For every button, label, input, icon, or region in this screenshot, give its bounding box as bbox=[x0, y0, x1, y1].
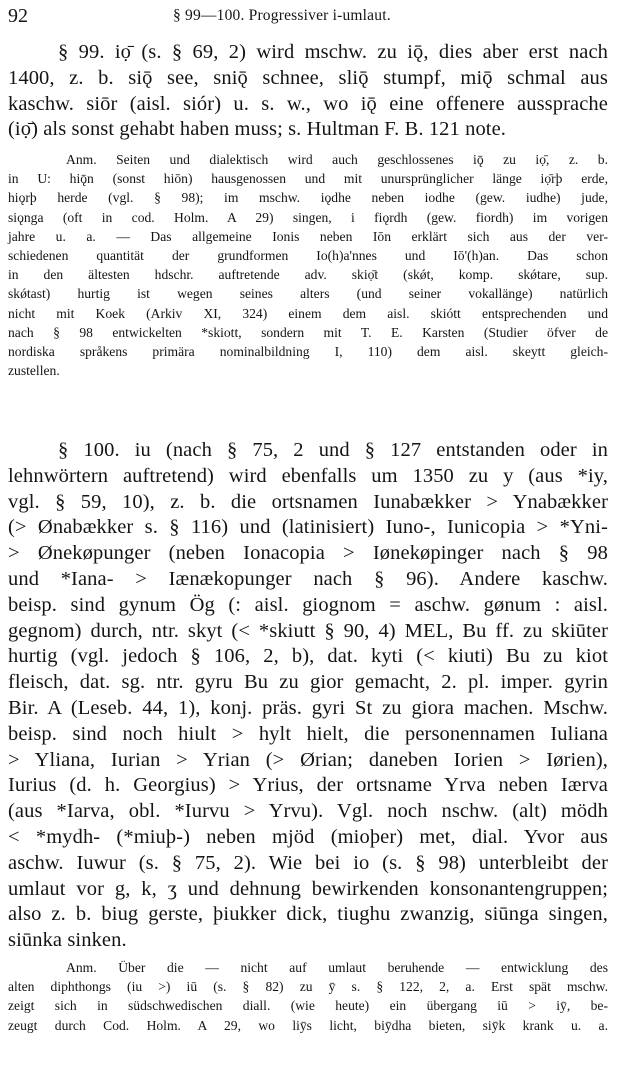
section-100-line: lehnwörtern auftretend) wird ebenfalls um 1350 zu y (aus *iy, bbox=[8, 464, 608, 487]
annotation-99-line: nach § 98 entwickelten *skiott, sondern mit T. E. Karsten (Studier öfver de bbox=[8, 324, 608, 340]
section-100-line: (> Ønabækker s. § 116) und (latinisiert) Iuno-, Iunicopia > *Yni- bbox=[8, 516, 608, 539]
annotation-99-line: schiedenen quantität der grundformen Io(h)a'nnes und Iō'(h)an. Das schon bbox=[8, 248, 608, 264]
section-100-line: siūnka sinken. bbox=[8, 929, 127, 952]
annotation-99 bbox=[8, 150, 608, 380]
section-100-line: gegnom) durch, ntr. skyt (< *skiutt § 90, 4) MEL, Bu ff. zu skiūter bbox=[8, 619, 608, 642]
page-header bbox=[8, 4, 608, 28]
annotation-100-line: alten diphthongs (iu >) iū (s. § 82) zu ȳ s. § 122, 2, a. Erst spät mschw. bbox=[8, 979, 608, 995]
annotation-100-line: zeugt durch Cod. Holm. A 29, wo liȳs licht, biȳdha bieten, siȳk krank u. a. bbox=[8, 1017, 608, 1033]
annotation-99-line: jahre u. a. — Das allgemeine Ionis neben Iōn erklärt sich aus der ver- bbox=[8, 228, 608, 244]
annotation-99-line: in U: hiǭn (sonst hiōn) hausgenossen und mit unursprünglicher länge iọ̄rþ erde, bbox=[8, 171, 608, 187]
section-100-line: beisp. sind noch hiult > hylt hielt, die personennamen Iuliana bbox=[8, 722, 608, 745]
section-99-line: (iọ̄) als sonst gehabt haben muss; s. Hultman F. B. 121 note. bbox=[8, 118, 507, 141]
section-100-line: Iurius (d. h. Georgius) > Yrius, der ortsname Yrva neben Iærva bbox=[8, 774, 608, 797]
section-100-line: und *Iana- > Iænækopunger nach § 96). Andere kaschw. bbox=[8, 567, 608, 590]
annotation-99-line: nicht mit Koek (Arkiv XI, 324) einem dem aisl. skiótt entsprechenden und bbox=[8, 305, 608, 321]
running-head: § 99—100. Progressiver i-umlaut. bbox=[173, 7, 391, 24]
section-100-line: vgl. § 59, 10), z. b. die ortsnamen Iunabækker > Ynabækker bbox=[8, 490, 608, 513]
annotation-99-line: nordiska språkens primära nominalbildning I, 110) dem aisl. skeytt gleich- bbox=[8, 344, 608, 360]
section-100-line: > Ønekøpunger (neben Ionacopia > Iønekøpinger nach § 98 bbox=[8, 542, 608, 565]
section-100-line: < *mydh- (*miuþ-) neben mjöd (mioþer) met, dial. Yvor aus bbox=[8, 825, 608, 848]
section-100-line: § 100. iu (nach § 75, 2 und § 127 entstanden oder in bbox=[58, 439, 608, 461]
section-100 bbox=[8, 438, 608, 954]
section-100-line: (aus *Iarva, obl. *Iurvu > Yrvu). Vgl. noch nschw. (alt) mödh bbox=[8, 800, 608, 823]
section-100-line: umlaut vor g, k, ʒ und dehnung bewirkenden konsonantengruppen; bbox=[8, 877, 608, 900]
annotation-100-line: Anm. Über die — nicht auf umlaut beruhende — entwicklung des bbox=[66, 960, 608, 975]
annotation-99-line: hiǫrþ herde (vgl. § 98); im mschw. iǫdhe neben iodhe (gew. iudhe) jude, bbox=[8, 190, 608, 206]
annotation-99-line: Anm. Seiten und dialektisch wird auch geschlossenes iǭ zu iọ̄, z. b. bbox=[66, 152, 608, 167]
annotation-99-line: skǿtast) hurtig ist wegen seines alters (und seiner vokallänge) natürlich bbox=[8, 286, 608, 302]
section-100-line: Bir. A (Leseb. 44, 1), konj. präs. gyri St zu giora machen. Mschw. bbox=[8, 696, 608, 719]
section-100-line: hurtig (vgl. jedoch § 106, 2, b), dat. kyti (< kiuti) Bu zu kiot bbox=[8, 645, 608, 668]
page-number: 92 bbox=[8, 5, 28, 27]
section-100-line: > Yliana, Iurian > Yrian (> Ørian; daneben Iorien > Iørien), bbox=[8, 748, 608, 771]
section-100-line: beisp. sind gynum Ög (: aisl. giognom = aschw. gønum : aisl. bbox=[8, 593, 608, 616]
annotation-100 bbox=[8, 958, 608, 1035]
section-99-line: § 99. iọ̄ (s. § 69, 2) wird mschw. zu iǭ, dies aber erst nach bbox=[58, 41, 608, 63]
annotation-99-line: in den ältesten hdschr. auftretende adv. skiọ̄t (skǿt, komp. skǿtare, sup. bbox=[8, 267, 608, 283]
section-100-line: fleisch, dat. sg. ntr. gyru Bu zu gior gemacht, 2. pl. imper. gyrin bbox=[8, 671, 608, 694]
section-99 bbox=[8, 40, 608, 143]
section-99-line: 1400, z. b. siǭ see, sniǭ schnee, sliǭ stumpf, miǭ schmal aus bbox=[8, 66, 608, 89]
annotation-99-line: zustellen. bbox=[8, 363, 60, 379]
annotation-99-line: siǫnga (oft in cod. Holm. A 29) singen, i fiǫrdh (gew. fiordh) im vorigen bbox=[8, 209, 608, 225]
section-99-line: kaschw. siōr (aisl. siór) u. s. w., wo iǭ eine offenere aussprache bbox=[8, 92, 608, 115]
annotation-100-line: zeigt sich in südschwedischen diall. (wie heute) ein übergang iū > iȳ, be- bbox=[8, 998, 608, 1014]
section-100-line: also z. b. biug gerste, þiukker dick, tiughu zwanzig, siūnga singen, bbox=[8, 903, 608, 926]
section-100-line: aschw. Iuwur (s. § 75, 2). Wie bei io (s. § 98) unterbleibt der bbox=[8, 851, 608, 874]
